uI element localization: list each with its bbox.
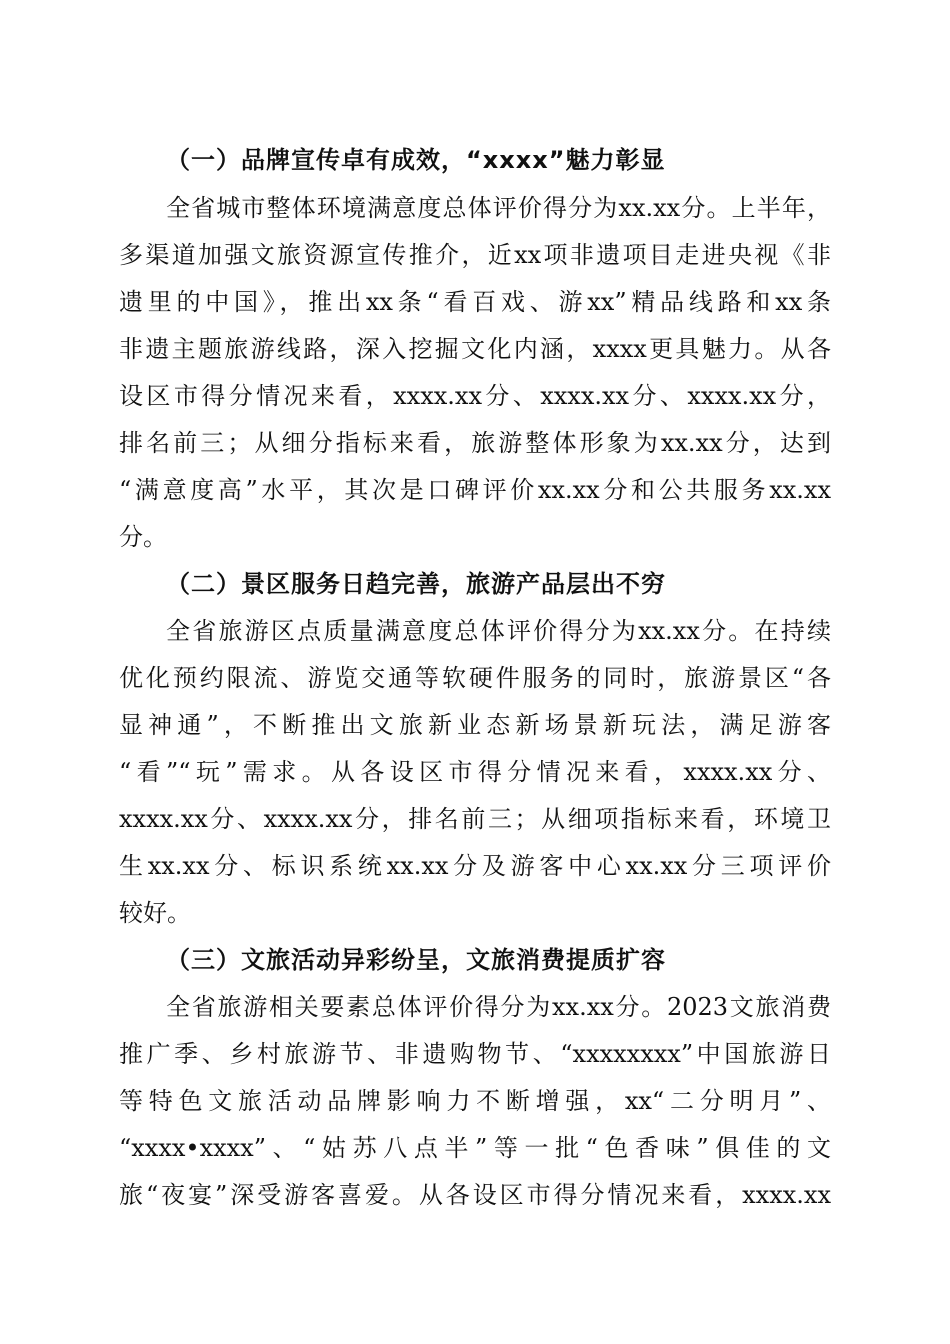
paragraph-line: 推广季、乡村旅游节、非遗购物节、“xxxxxxxx”中国旅游日 <box>119 1040 831 1068</box>
paragraph-line: 多渠道加强文旅资源宣传推介，近xx项非遗项目走进央视《非 <box>119 241 831 269</box>
paragraph-line: 排名前三；从细分指标来看，旅游整体形象为xx.xx分，达到 <box>119 429 831 457</box>
paragraph-line: 等特色文旅活动品牌影响力不断增强，xx“二分明月”、 <box>119 1087 831 1115</box>
paragraph-line: “满意度高”水平，其次是口碑评价xx.xx分和公共服务xx.xx <box>119 476 831 504</box>
paragraph-line: 全省旅游相关要素总体评价得分为xx.xx分。2023文旅消费 <box>166 993 831 1021</box>
paragraph-line: 较好。 <box>119 899 191 927</box>
paragraph-line: 全省旅游区点质量满意度总体评价得分为xx.xx分。在持续 <box>166 617 831 645</box>
paragraph-line: 分。 <box>119 523 167 551</box>
section-heading: （一）品牌宣传卓有成效，“xxxx”魅力彰显 <box>166 146 666 174</box>
paragraph-line: xxxx.xx分、xxxx.xx分，排名前三；从细项指标来看，环境卫 <box>119 805 831 833</box>
paragraph-line: 旅“夜宴”深受游客喜爱。从各设区市得分情况来看，xxxx.xx <box>119 1181 831 1209</box>
paragraph-line: 优化预约限流、游览交通等软硬件服务的同时，旅游景区“各 <box>119 664 831 692</box>
paragraph-line: 遗里的中国》，推出xx条“看百戏、游xx”精品线路和xx条 <box>119 288 831 316</box>
paragraph-line: 显神通”，不断推出文旅新业态新场景新玩法，满足游客 <box>119 711 831 739</box>
paragraph-line: 设区市得分情况来看，xxxx.xx分、xxxx.xx分、xxxx.xx分， <box>119 382 831 410</box>
paragraph-line: “看”“玩”需求。从各设区市得分情况来看，xxxx.xx分、 <box>119 758 831 786</box>
paragraph-line: 非遗主题旅游线路，深入挖掘文化内涵，xxxx更具魅力。从各 <box>119 335 831 363</box>
paragraph-line: 全省城市整体环境满意度总体评价得分为xx.xx分。上半年， <box>166 194 831 222</box>
section-heading: （三）文旅活动异彩纷呈，文旅消费提质扩容 <box>166 946 666 974</box>
paragraph-line: 生xx.xx分、标识系统xx.xx分及游客中心xx.xx分三项评价 <box>119 852 831 880</box>
section-heading: （二）景区服务日趋完善，旅游产品层出不穷 <box>166 570 666 598</box>
paragraph-line: “xxxx•xxxx”、“姑苏八点半”等一批“色香味”俱佳的文 <box>119 1134 831 1162</box>
